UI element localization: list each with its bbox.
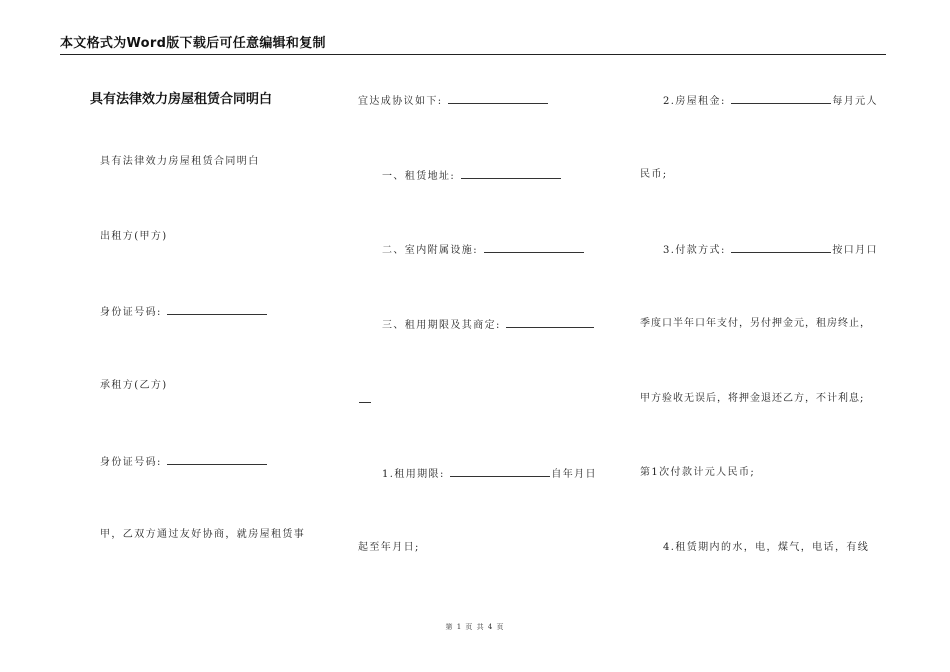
facilities-label: 二、室内附属设施:: [382, 245, 478, 256]
rent-label: 2.房屋租金:: [663, 96, 726, 107]
col2-line-period: [382, 466, 597, 482]
address-blank: [461, 168, 561, 179]
lessor-id-label: 身份证号码:: [100, 307, 162, 318]
col1-line-lessee-id: [100, 454, 268, 470]
document-title: 具有法律效力房屋租赁合同明白: [90, 92, 273, 107]
col2-line-term-continued: [358, 392, 372, 408]
term-blank: [506, 317, 594, 328]
page-header: [60, 36, 886, 55]
address-label: 一、租赁地址:: [382, 171, 456, 182]
rent-suffix: 每月元人: [832, 96, 878, 107]
col3-line-deposit: 季度口半年口年支付，另付押金元，租房终止，: [640, 318, 871, 329]
col3-line-utilities: 4.租赁期内的水，电，煤气，电话，有线: [663, 542, 870, 553]
col1-line-title: 具有法律效力房屋租赁合同明白: [100, 156, 260, 167]
col2-line-agreement: [358, 93, 549, 109]
payment-label: 3.付款方式:: [663, 245, 726, 256]
term-label: 三、租用期限及其商定:: [382, 320, 501, 331]
rent-blank: [731, 93, 831, 104]
col2-line-term: [382, 317, 595, 333]
col3-line-currency: 民币;: [640, 169, 668, 180]
col2-line-address: [382, 168, 562, 184]
payment-suffix: 按口月口: [832, 245, 878, 256]
col1-line-intro: 甲，乙双方通过友好协商，就房屋租赁事: [100, 529, 306, 540]
header-text: 本文格式为Word版下载后可任意编辑和复制: [60, 36, 326, 51]
lessee-id-label: 身份证号码:: [100, 457, 162, 468]
facilities-blank: [484, 242, 584, 253]
period-suffix: 自年月日: [551, 469, 597, 480]
period-label: 1.租用期限:: [382, 469, 445, 480]
col2-line-facilities: [382, 242, 585, 258]
agreement-blank: [448, 93, 548, 104]
term-continued-blank: [359, 392, 371, 403]
col3-line-refund: 甲方验收无误后，将押金退还乙方，不计利息;: [640, 393, 865, 404]
period-blank: [450, 466, 550, 477]
agreement-label: 宜达成协议如下:: [358, 96, 443, 107]
col3-line-payment: [663, 242, 878, 258]
page-number: 第 1 页 共 4 页: [445, 623, 505, 631]
col3-line-first-payment: 第1次付款计元人民币;: [640, 467, 756, 478]
lessor-id-blank: [167, 304, 267, 315]
col1-line-lessor: 出租方(甲方): [100, 231, 168, 242]
col1-line-lessee: 承租方(乙方): [100, 380, 168, 391]
col3-line-rent: [663, 93, 878, 109]
col2-line-period-end: 起至年月日;: [358, 542, 420, 553]
payment-blank: [731, 242, 831, 253]
col1-line-lessor-id: [100, 304, 268, 320]
lessee-id-blank: [167, 454, 267, 465]
